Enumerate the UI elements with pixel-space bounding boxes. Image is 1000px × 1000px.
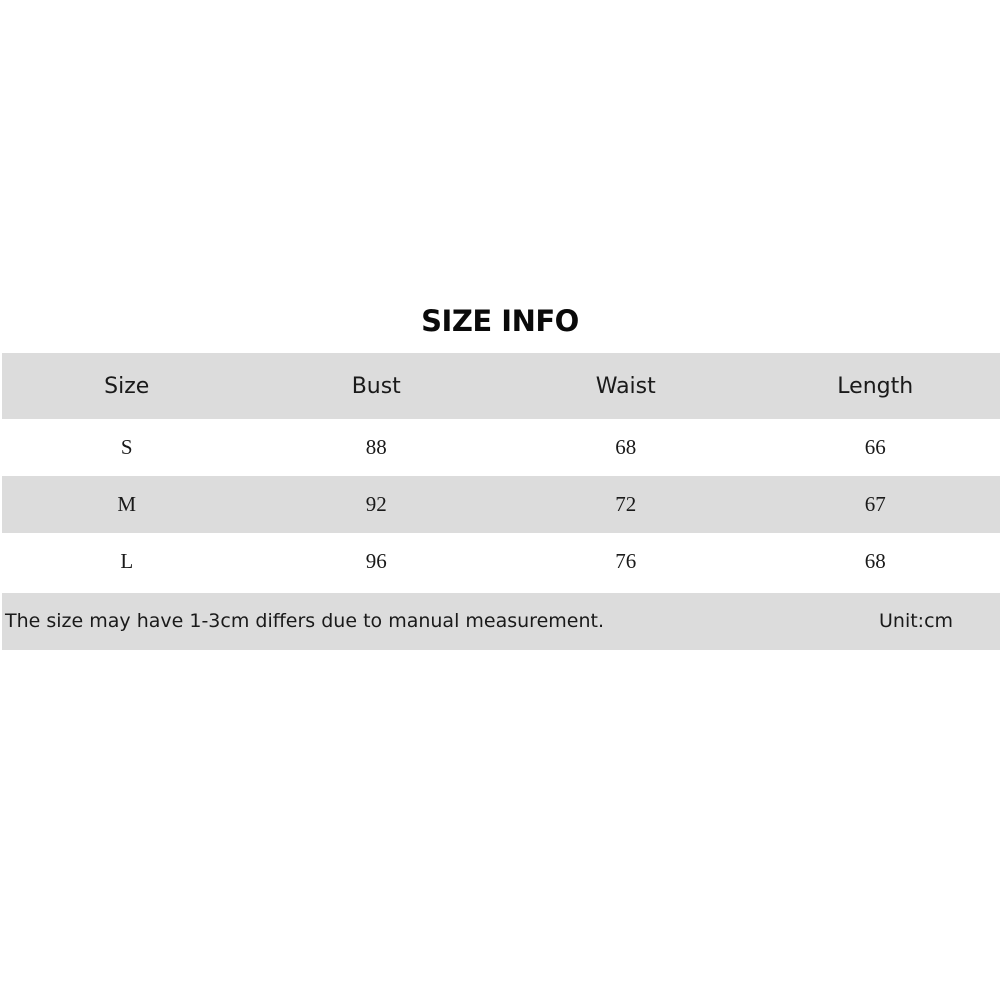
table-header-row: [2, 353, 1000, 419]
header-size: Size: [104, 373, 150, 399]
cell-waist: 76: [615, 549, 637, 573]
cell-bust: 96: [365, 549, 387, 573]
table-row: [2, 419, 1000, 476]
cell-size: M: [117, 492, 137, 516]
measurement-note: The size may have 1-3cm differs due to manual measurement.: [5, 610, 604, 632]
page-title: SIZE INFO: [421, 304, 579, 338]
cell-bust: 88: [365, 435, 387, 459]
header-length: Length: [837, 373, 914, 399]
cell-length: 66: [864, 435, 886, 459]
cell-waist: 68: [615, 435, 637, 459]
cell-length: 67: [864, 492, 886, 516]
table-row: [2, 533, 1000, 590]
header-bust: Bust: [351, 373, 401, 399]
cell-bust: 92: [365, 492, 387, 516]
unit-label: Unit:cm: [879, 610, 954, 632]
table-footer: [2, 593, 1000, 650]
cell-size: L: [120, 549, 134, 573]
cell-length: 68: [864, 549, 886, 573]
cell-size: S: [120, 435, 133, 459]
cell-waist: 72: [615, 492, 637, 516]
size-table: [2, 353, 1000, 590]
table-row: [2, 476, 1000, 533]
header-waist: Waist: [595, 373, 656, 399]
